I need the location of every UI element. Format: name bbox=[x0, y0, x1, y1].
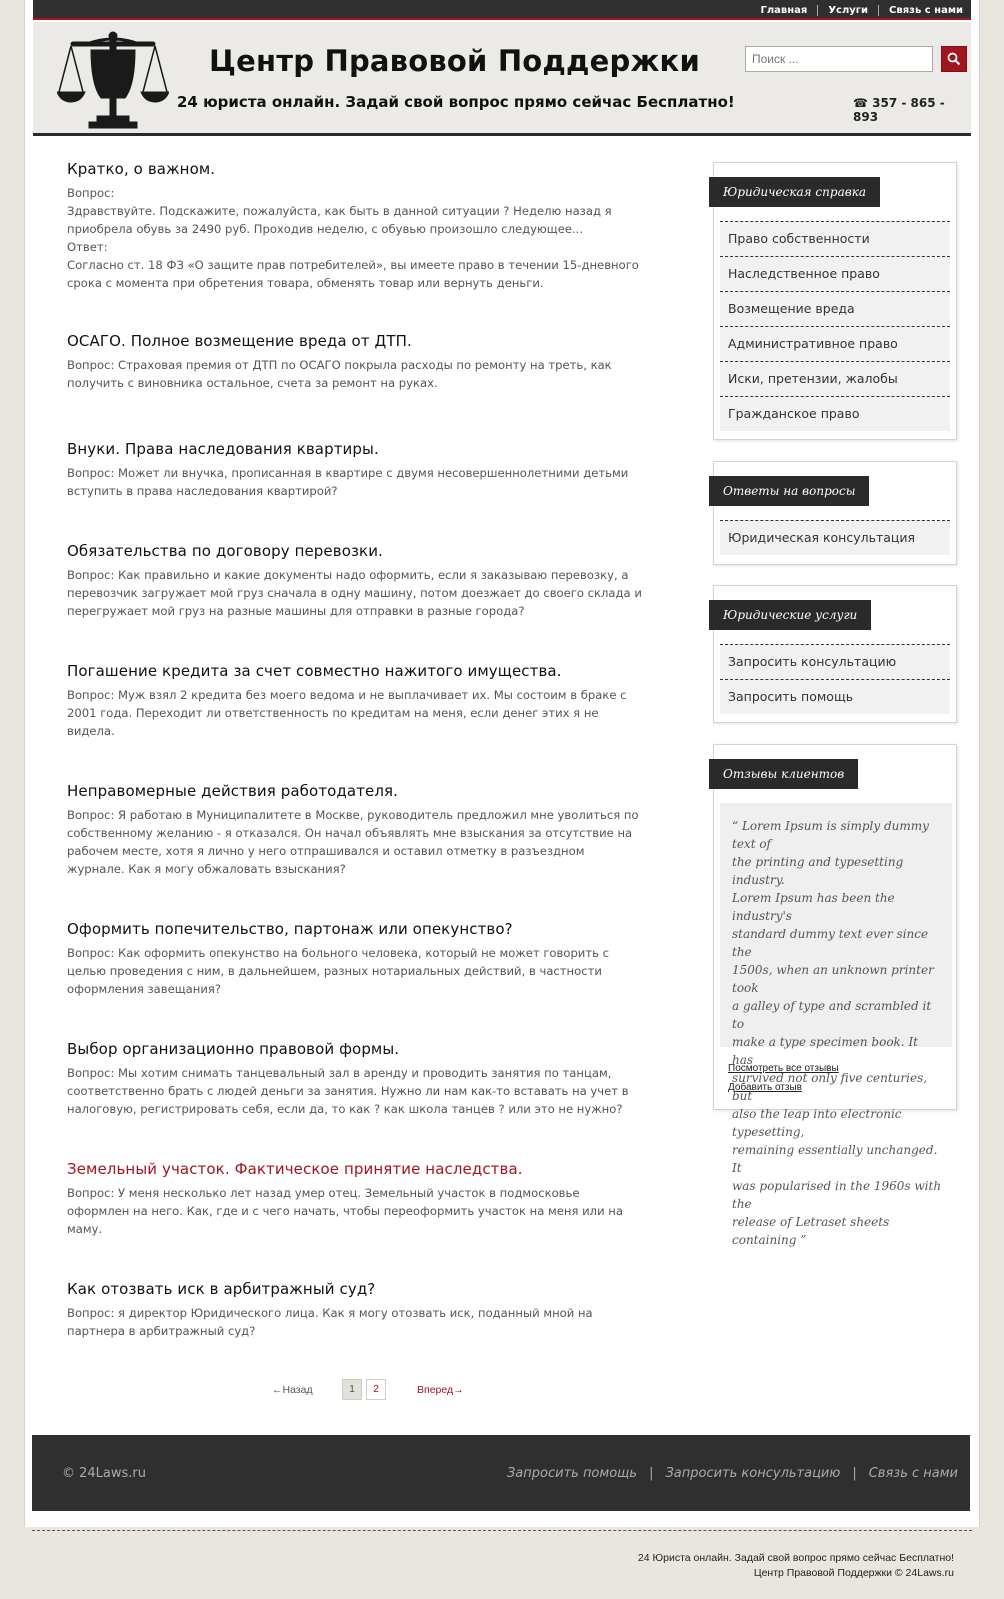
testimonial-line: a galley of type and scrambled it to bbox=[732, 999, 932, 1031]
page-1-button[interactable]: 1 bbox=[342, 1379, 362, 1400]
post-excerpt bbox=[67, 944, 609, 998]
sidebar-item-request-help[interactable]: Запросить помощь bbox=[720, 679, 950, 714]
widget-testimonials bbox=[713, 744, 957, 1247]
post-item bbox=[67, 1040, 629, 1118]
widget-list bbox=[720, 221, 950, 431]
widget-legal-reference bbox=[713, 162, 957, 440]
post-title[interactable]: Кратко, о важном. bbox=[67, 160, 216, 178]
post-line: получить с виновника остальное, счета за ремонт на руках. bbox=[67, 376, 438, 390]
widget-list bbox=[720, 644, 950, 714]
post-excerpt bbox=[67, 566, 642, 620]
post-title[interactable]: Внуки. Права наследования квартиры. bbox=[67, 440, 379, 458]
testimonial-line: 1500s, when an unknown printer took bbox=[732, 963, 934, 995]
next-page-link[interactable]: Вперед→ bbox=[417, 1384, 464, 1396]
topnav-home-link[interactable]: Главная bbox=[760, 4, 808, 16]
testimonial-line: standard dummy text ever since the bbox=[732, 927, 929, 959]
testimonial-line: also the leap into electronic typesetting, bbox=[732, 1107, 902, 1139]
view-all-reviews-link[interactable]: Посмотреть все отзывы bbox=[728, 1063, 839, 1074]
post-line: перевозчик загружает мой груз сначала в одну машину, потом доезжает до своего склада и bbox=[67, 586, 642, 600]
top-nav bbox=[760, 0, 963, 20]
sidebar-item-inheritance-law[interactable]: Наследственное право bbox=[720, 256, 950, 291]
post-item bbox=[67, 662, 627, 740]
prev-page-link[interactable]: ←Назад bbox=[272, 1384, 313, 1396]
post-line: Вопрос: bbox=[67, 186, 115, 200]
post-line: целью проведения с ним, в дальнейшем, разных нотариальных действий, в частности bbox=[67, 964, 602, 978]
testimonial-line: was popularised in the 1960s with the bbox=[732, 1179, 942, 1211]
post-line: налоговую, регистрировать себя, если да, то как ? как школа танцев ? или это не нужно? bbox=[67, 1102, 623, 1116]
search-button[interactable] bbox=[941, 46, 967, 72]
footer-divider-line bbox=[32, 1530, 972, 1531]
post-item bbox=[67, 782, 639, 878]
topnav-services-link[interactable]: Услуги bbox=[828, 4, 869, 16]
testimonial-line: make a type specimen book. It has bbox=[732, 1035, 919, 1067]
bottom-credits bbox=[638, 1551, 954, 1581]
testimonial-line: release of Letraset sheets containing ” bbox=[732, 1215, 890, 1247]
widget-legal-services bbox=[713, 585, 957, 723]
bottom-credits-line: 24 Юриста онлайн. Задай свой вопрос прямо сейчас Бесплатно! bbox=[637, 1552, 954, 1564]
sidebar-item-administrative-law[interactable]: Административное право bbox=[720, 326, 950, 361]
widget-list bbox=[720, 520, 950, 555]
post-line: маму. bbox=[67, 1222, 103, 1236]
widget-title: Юридические услуги bbox=[709, 600, 871, 630]
footer-divider: | bbox=[852, 1466, 857, 1481]
topnav-divider bbox=[878, 5, 879, 16]
page-2-button[interactable]: 2 bbox=[366, 1379, 386, 1400]
post-item bbox=[67, 920, 609, 998]
post-line: Вопрос: я директор Юридического лица. Как я могу отозвать иск, поданный мной на bbox=[67, 1306, 593, 1320]
post-line: Вопрос: Мы хотим снимать танцевальный зал в аренду и проводить занятия по танцам, bbox=[67, 1066, 612, 1080]
post-excerpt bbox=[67, 356, 612, 392]
post-item bbox=[67, 160, 639, 292]
post-title[interactable]: Обязательства по договору перевозки. bbox=[67, 542, 383, 560]
post-excerpt bbox=[67, 1184, 623, 1238]
top-bar bbox=[33, 0, 971, 20]
post-item bbox=[67, 542, 642, 620]
post-title[interactable]: Погашение кредита за счет совместно нажитого имущества. bbox=[67, 662, 562, 680]
post-title[interactable]: Выбор организационно правовой формы. bbox=[67, 1040, 400, 1058]
post-line: Здравствуйте. Подскажите, пожалуйста, как быть в данной ситуации ? Неделю назад я bbox=[67, 204, 612, 218]
post-line: собственному желанию - я отказался. Он начал объявлять мне взыскания за отсутствие на bbox=[67, 826, 633, 840]
post-item bbox=[67, 1160, 623, 1238]
site-tagline: 24 юриста онлайн. Задай свой вопрос прямо сейчас Бесплатно! bbox=[177, 93, 735, 111]
sidebar-item-legal-consultation[interactable]: Юридическая консультация bbox=[720, 520, 950, 555]
post-line: Вопрос: Может ли внучка, прописанная в квартире с двумя несовершеннолетними детьми bbox=[67, 466, 629, 480]
widget-title: Ответы на вопросы bbox=[709, 476, 869, 506]
post-line: партнера в арбитражный суд? bbox=[67, 1324, 256, 1338]
pagination bbox=[272, 1379, 532, 1403]
topnav-divider bbox=[817, 5, 818, 16]
post-line: Вопрос: Я работаю в Муниципалитете в Москве, руководитель предложил мне уволиться по bbox=[67, 808, 639, 822]
scales-of-justice-icon[interactable] bbox=[57, 30, 169, 130]
post-title[interactable]: Неправомерные действия работодателя. bbox=[67, 782, 399, 800]
post-line: оформления завещания? bbox=[67, 982, 222, 996]
post-line: Согласно ст. 18 ФЗ «О защите прав потребителей», вы имеете право в течении 15-дневного bbox=[67, 258, 639, 272]
post-item bbox=[67, 1280, 593, 1340]
testimonial-line: survived not only five centuries, but bbox=[732, 1071, 928, 1103]
post-line: Вопрос: Как правильно и какие документы надо оформить, если я заказываю перевозку, а bbox=[67, 568, 629, 582]
post-excerpt bbox=[67, 1064, 629, 1118]
post-line: 2001 года. Переходит ли ответственность по кредитам на меня, если денег этих я не bbox=[67, 706, 599, 720]
post-line: срока с момента при обретения товара, обменять товар или вернуть деньги. bbox=[67, 276, 544, 290]
site-header bbox=[33, 22, 971, 136]
post-line: видела. bbox=[67, 724, 115, 738]
sidebar-item-property-law[interactable]: Право собственности bbox=[720, 221, 950, 256]
post-excerpt bbox=[67, 464, 628, 500]
widget-answers bbox=[713, 461, 957, 565]
sidebar-item-request-consultation[interactable]: Запросить консультацию bbox=[720, 644, 950, 679]
widget-title: Отзывы клиентов bbox=[709, 759, 858, 789]
post-excerpt bbox=[67, 184, 639, 292]
post-line: журнале. Как я могу обжаловать взыскания? bbox=[67, 862, 346, 876]
post-item bbox=[67, 440, 628, 500]
post-line: Ответ: bbox=[67, 240, 108, 254]
post-line: Вопрос: Муж взял 2 кредита без моего ведома и не выплачивает их. Мы состоим в браке с bbox=[67, 688, 627, 702]
copyright: © 24Laws.ru bbox=[62, 1466, 147, 1481]
testimonial-line: “ Lorem Ipsum is simply dummy text of bbox=[732, 819, 929, 851]
post-title[interactable]: ОСАГО. Полное возмещение вреда от ДТП. bbox=[67, 332, 412, 350]
post-line: вступить в права наследования квартирой? bbox=[67, 484, 338, 498]
post-excerpt bbox=[67, 686, 627, 740]
post-line: Вопрос: Страховая премия от ДТП по ОСАГО покрыла расходы по ремонту на треть, как bbox=[67, 358, 612, 372]
topnav-contact-link[interactable]: Связь с нами bbox=[889, 4, 963, 16]
post-line: Вопрос: Как оформить опекунство на больного человека, который не может говорить с bbox=[67, 946, 609, 960]
sidebar-item-civil-law[interactable]: Гражданское право bbox=[720, 396, 950, 431]
footer-divider: | bbox=[649, 1466, 654, 1481]
sidebar-item-claims[interactable]: Иски, претензии, жалобы bbox=[720, 361, 950, 396]
post-line: оформлен на него. Как, где и с чего начать, чтобы переоформить участок на меня или на bbox=[67, 1204, 623, 1218]
site-footer bbox=[32, 1435, 970, 1511]
footer-nav bbox=[507, 1466, 958, 1481]
footer-request-consultation-link[interactable]: Запросить консультацию bbox=[665, 1466, 841, 1481]
testimonial-line: Lorem Ipsum has been the industry's bbox=[732, 891, 895, 923]
phone-number: ☎ 357 - 865 - 893 bbox=[853, 96, 945, 124]
post-line: соответственно брать с людей деньги за занятия. Нужно ли нам как-то вставать на учет в bbox=[67, 1084, 629, 1098]
post-line: Вопрос: У меня несколько лет назад умер отец. Земельный участок в подмосковье bbox=[67, 1186, 580, 1200]
post-title[interactable]: Как отозвать иск в арбитражный суд? bbox=[67, 1280, 376, 1298]
testimonial-line: the printing and typesetting industry. bbox=[732, 855, 904, 887]
widget-title: Юридическая справка bbox=[709, 177, 880, 207]
magnifier-icon bbox=[947, 52, 961, 66]
bottom-credits-line: Центр Правовой Поддержки © 24Laws.ru bbox=[753, 1567, 954, 1579]
post-line: рабочем месте, хотя я лично у него отпрашивался и оставил отметку в разъездном bbox=[67, 844, 585, 858]
add-review-link[interactable]: Добавить отзыв bbox=[728, 1082, 802, 1093]
search-input[interactable] bbox=[745, 46, 933, 72]
post-excerpt bbox=[67, 1304, 593, 1340]
footer-contact-link[interactable]: Связь с нами bbox=[868, 1466, 958, 1481]
post-line: приобрела обувь за 2490 руб. Проходив неделю, с обувью произошло следующее... bbox=[67, 222, 584, 236]
post-title[interactable]: Оформить попечительство, партонаж или опекунство? bbox=[67, 920, 513, 938]
site-title[interactable]: Центр Правовой Поддержки bbox=[209, 44, 700, 78]
post-line: перегружает мой груз на разные машины для отправки в разные города? bbox=[67, 604, 525, 618]
sidebar-item-damages[interactable]: Возмещение вреда bbox=[720, 291, 950, 326]
post-title[interactable]: Земельный участок. Фактическое принятие наследства. bbox=[67, 1160, 523, 1178]
footer-request-help-link[interactable]: Запросить помощь bbox=[506, 1466, 638, 1481]
post-excerpt bbox=[67, 806, 639, 878]
post-item bbox=[67, 332, 612, 392]
testimonial-line: remaining essentially unchanged. It bbox=[732, 1143, 938, 1175]
